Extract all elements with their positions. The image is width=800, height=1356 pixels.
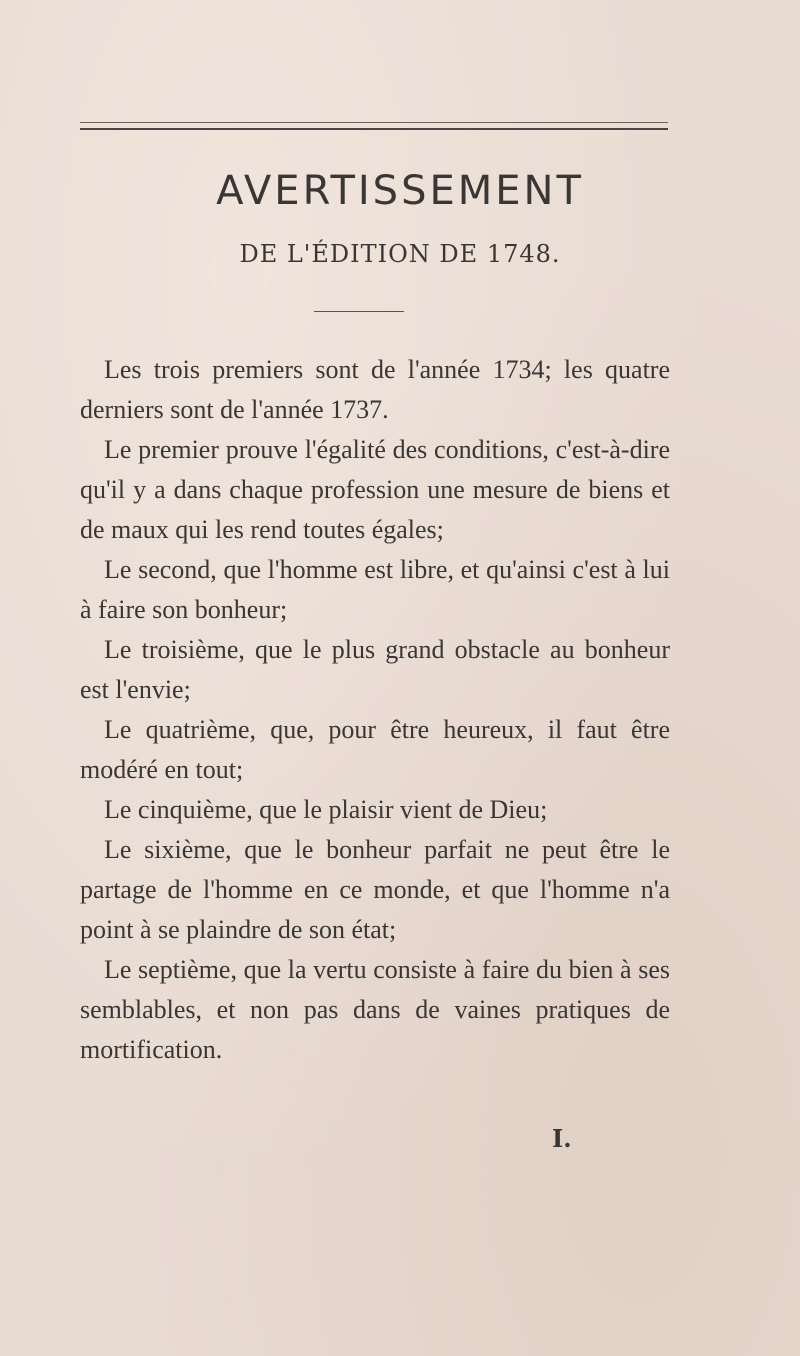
paragraph: Le sixième, que le bonheur parfait ne peut être le partage de l'homme en ce monde, et que l'homme n'a point à se plaindre de son état; (80, 835, 670, 944)
paragraph: Le troisième, que le plus grand obstacle au bonheur est l'envie; (80, 635, 670, 704)
paragraph: Le septième, que la vertu consiste à faire du bien à ses semblables, et non pas dans de vaines pratiques de mortification. (80, 955, 670, 1064)
section-divider (314, 311, 404, 312)
paragraph: Le premier prouve l'égalité des conditions, c'est-à-dire qu'il y a dans chaque profession une mesure de biens et de maux qui les rend toutes égales; (80, 435, 670, 544)
body-text (80, 350, 670, 1070)
top-rule-thick (80, 128, 668, 130)
page-title: AVERTISSEMENT (216, 168, 584, 214)
paragraph: Le quatrième, que, pour être heureux, il faut être modéré en tout; (80, 715, 670, 784)
page-subtitle: DE L'ÉDITION DE 1748. (239, 240, 561, 268)
top-rule-thin (80, 122, 668, 123)
signature-mark: I. (552, 1124, 572, 1153)
paragraph: Le second, que l'homme est libre, et qu'ainsi c'est à lui à faire son bonheur; (80, 555, 670, 624)
paragraph: Le cinquième, que le plaisir vient de Dieu; (104, 795, 548, 824)
paragraph: Les trois premiers sont de l'année 1734; les quatre derniers sont de l'année 1737. (80, 355, 670, 424)
